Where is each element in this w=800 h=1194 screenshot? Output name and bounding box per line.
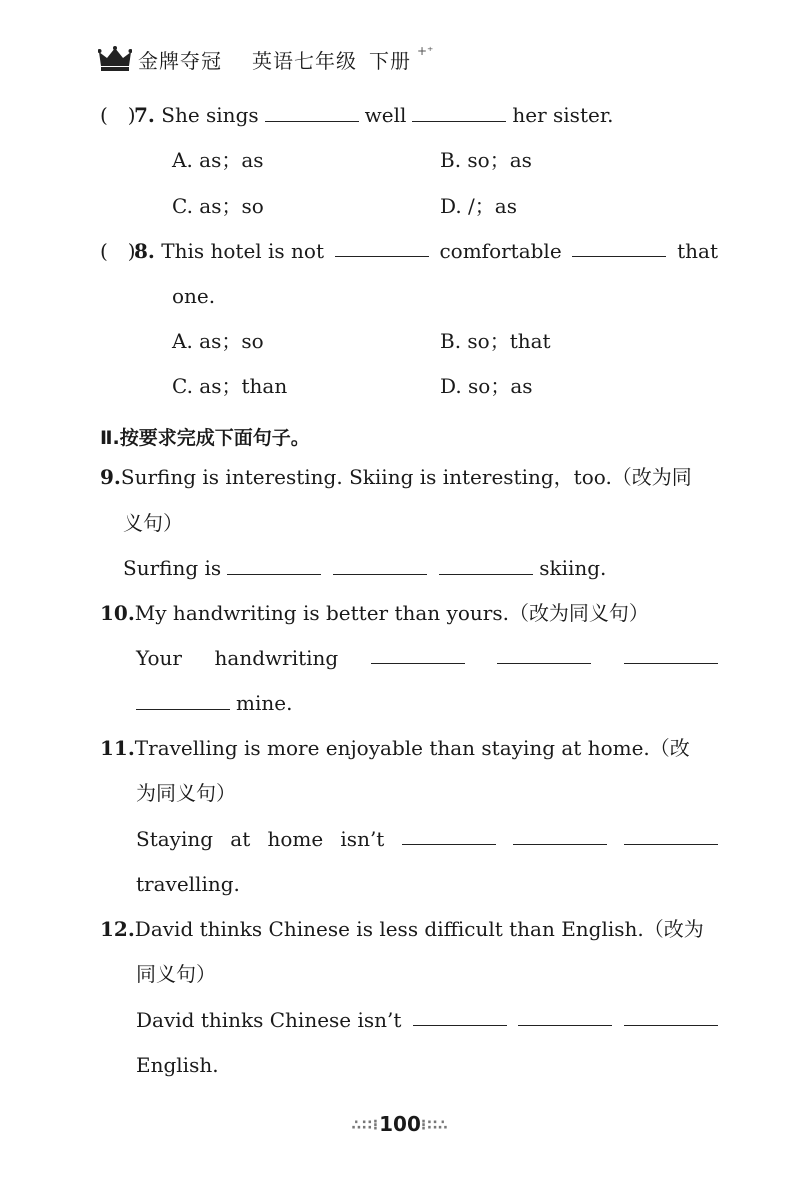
blank-line[interactable] <box>402 826 496 845</box>
option-b[interactable]: B. so；that <box>440 329 551 353</box>
question-text: This hotel is not <box>161 239 325 263</box>
answer-line-9 <box>123 555 606 581</box>
answer-line-12-continued: English. <box>136 1053 219 1077</box>
crown-icon <box>98 46 132 72</box>
option-d[interactable]: D. so；as <box>440 374 533 398</box>
question-text: My handwriting is better than yours.（改为同义句） <box>134 601 649 625</box>
option-b[interactable]: B. so；as <box>440 148 532 172</box>
blank-line[interactable] <box>371 645 465 664</box>
answer-text: Your <box>136 646 182 670</box>
blank-line[interactable] <box>333 556 427 575</box>
question-12-continued: 同义句） <box>136 962 216 986</box>
sparkle-icon: +⁺ <box>417 44 434 58</box>
answer-text: David thinks Chinese isn’t <box>136 1008 402 1032</box>
dot-ornament-right: ⁝∷∴ <box>420 1117 449 1134</box>
blank-line[interactable] <box>518 1007 612 1026</box>
question-8 <box>100 238 718 264</box>
answer-text: isn’t <box>340 827 385 851</box>
answer-text: handwriting <box>214 646 339 670</box>
question-text: Travelling is more enjoyable than staying at home.（改 <box>134 736 690 760</box>
option-a[interactable]: A. as；as <box>172 148 264 172</box>
section-title: Ⅱ.按要求完成下面句子。 <box>100 427 310 449</box>
blank-line[interactable] <box>412 103 506 122</box>
blank-line[interactable] <box>624 826 718 845</box>
blank-line[interactable] <box>335 238 429 257</box>
page-footer <box>0 1112 800 1136</box>
answer-paren[interactable]: ( ) <box>100 239 136 263</box>
option-c[interactable]: C. as；than <box>172 374 288 398</box>
question-number: 10. <box>100 601 135 625</box>
question-text: well <box>364 103 407 127</box>
blank-line[interactable] <box>624 645 718 664</box>
question-9 <box>100 464 692 490</box>
blank-line[interactable] <box>572 238 666 257</box>
blank-line[interactable] <box>413 1007 507 1026</box>
dot-ornament-left: ∴∷⁝ <box>351 1117 380 1134</box>
question-number: 12. <box>100 917 135 941</box>
answer-line-12 <box>136 1007 718 1033</box>
blank-line[interactable] <box>136 691 230 710</box>
answer-line-10 <box>136 645 718 671</box>
question-text: She sings <box>161 103 259 127</box>
question-8-continued: one. <box>172 284 216 308</box>
question-text: Surfing is interesting. Skiing is interesting，too.（改为同 <box>120 465 692 489</box>
volume-title: 下册 <box>369 48 411 73</box>
question-number: 8. <box>134 239 155 263</box>
answer-line-11 <box>136 826 718 852</box>
option-a[interactable]: A. as；so <box>172 329 264 353</box>
question-text: comfortable <box>439 239 562 263</box>
blank-line[interactable] <box>497 645 591 664</box>
question-number: 9. <box>100 465 121 489</box>
answer-paren[interactable]: ( ) <box>100 103 136 127</box>
question-10 <box>100 600 649 626</box>
question-number: 7. <box>134 103 155 127</box>
page-header <box>98 42 433 76</box>
brand-title: 金牌夺冠 <box>138 48 222 73</box>
question-11 <box>100 735 690 761</box>
option-c[interactable]: C. as；so <box>172 194 264 218</box>
question-9-continued: 义句） <box>123 511 183 535</box>
answer-text: at <box>230 827 251 851</box>
question-text: that <box>677 239 718 263</box>
page-number: 100 <box>379 1112 421 1136</box>
answer-text: home <box>267 827 324 851</box>
blank-line[interactable] <box>439 556 533 575</box>
question-12 <box>100 916 704 942</box>
answer-text: mine. <box>236 691 293 715</box>
blank-line[interactable] <box>265 103 359 122</box>
question-11-continued: 为同义句） <box>136 781 236 805</box>
question-text: her sister. <box>512 103 614 127</box>
blank-line[interactable] <box>227 556 321 575</box>
question-text: David thinks Chinese is less difficult than English.（改为 <box>134 917 704 941</box>
blank-line[interactable] <box>624 1007 718 1026</box>
answer-line-11-continued: travelling. <box>136 872 240 896</box>
question-number: 11. <box>100 736 135 760</box>
answer-text: Staying <box>136 827 214 851</box>
answer-text: skiing. <box>539 556 607 580</box>
option-d[interactable]: D. /；as <box>440 194 517 218</box>
question-7 <box>100 102 614 128</box>
blank-line[interactable] <box>513 826 607 845</box>
answer-line-10-continued <box>136 690 292 716</box>
answer-text: Surfing is <box>123 556 222 580</box>
subject-title: 英语七年级 <box>252 48 357 73</box>
